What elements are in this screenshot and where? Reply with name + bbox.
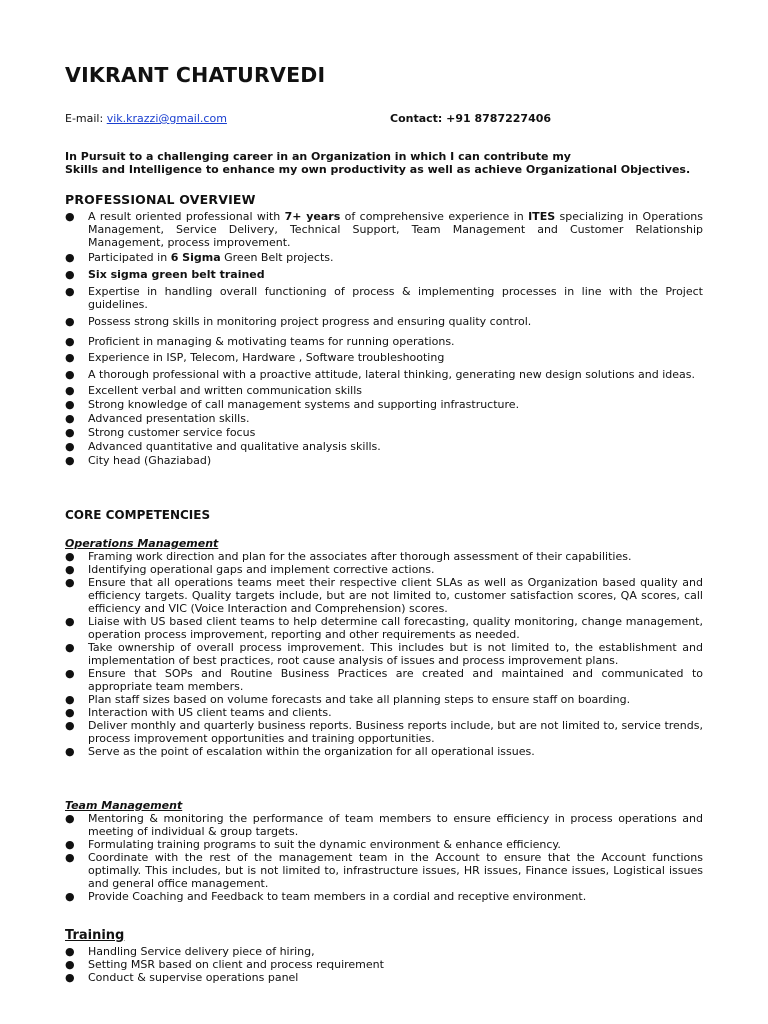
bullet-icon: ● xyxy=(65,615,75,628)
objective-line-2: Skills and Intelligence to enhance my own productivity as well as achieve Organizational Objectives. xyxy=(65,163,691,176)
list-item: ● Deliver monthly and quarterly business reports. Business reports include, but are not limited to, service trends, process improvement opportunities and training opportunities. xyxy=(65,719,703,745)
bullet-icon: ● xyxy=(65,641,75,654)
bullet-icon: ● xyxy=(65,563,75,576)
bullet-icon: ● xyxy=(65,667,75,680)
list-item: ● Framing work direction and plan for the associates after thorough assessment of their capabilities. xyxy=(65,550,632,563)
bullet-icon: ● xyxy=(65,958,75,971)
contact-phone: Contact: +91 8787227406 xyxy=(390,112,552,125)
list-item: ● Ensure that all operations teams meet their respective client SLAs as well as Organization based quality and efficiency targets. Quality targets include, but are not limited to, customer satisfaction scores, QA scores, call efficiency and VIC (Voice Interaction and Comprehension) scores. xyxy=(65,576,703,615)
bullet-icon: ● xyxy=(65,851,75,864)
contact-row xyxy=(65,112,705,126)
list-item: ● Excellent verbal and written communication skills xyxy=(65,384,363,397)
bullet-icon: ● xyxy=(65,412,75,425)
operations-list xyxy=(65,550,703,758)
list-item: ● Experience in ISP, Telecom, Hardware , Software troubleshooting xyxy=(65,351,445,364)
bullet-icon: ● xyxy=(65,335,75,348)
bullet-icon: ● xyxy=(65,210,75,223)
bullet-icon: ● xyxy=(65,384,75,397)
list-item: ● Proficient in managing & motivating teams for running operations. xyxy=(65,335,455,348)
email-label: E-mail: xyxy=(65,112,107,125)
section-title-training: Training xyxy=(65,928,125,943)
list-item: ● Possess strong skills in monitoring project progress and ensuring quality control. xyxy=(65,315,532,328)
list-item: ● Conduct & supervise operations panel xyxy=(65,971,299,984)
overview-list xyxy=(65,210,703,467)
bullet-icon: ● xyxy=(65,745,75,758)
list-item: ● Provide Coaching and Feedback to team members in a cordial and receptive environment. xyxy=(65,890,587,903)
list-item: ● Setting MSR based on client and process requirement xyxy=(65,958,384,971)
career-objective xyxy=(65,150,705,176)
list-item: ● Advanced presentation skills. xyxy=(65,412,250,425)
list-item: ● Liaise with US based client teams to help determine call forecasting, quality monitoring, change management, operation process improvement, reporting and other requirements as needed. xyxy=(65,615,703,641)
bullet-icon: ● xyxy=(65,315,75,328)
list-item: ● A thorough professional with a proactive attitude, lateral thinking, generating new design solutions and ideas. xyxy=(65,368,695,381)
subsection-title-team-management: Team Management xyxy=(65,799,183,812)
section-title-core-competencies: CORE COMPETENCIES xyxy=(65,508,211,522)
bullet-icon: ● xyxy=(65,251,75,264)
list-item: ● Ensure that SOPs and Routine Business Practices are created and maintained and communicated to appropriate team members. xyxy=(65,667,703,693)
list-item: ● Expertise in handling overall functioning of process & implementing processes in line with the Project guidelines. xyxy=(65,285,703,311)
list-item: ● Advanced quantitative and qualitative analysis skills. xyxy=(65,440,381,453)
list-item: ● Take ownership of overall process improvement. This includes but is not limited to, the establishment and implementation of best practices, root cause analysis of issues and process improvement plans. xyxy=(65,641,703,667)
list-item: ● Serve as the point of escalation within the organization for all operational issues. xyxy=(65,745,535,758)
bullet-icon: ● xyxy=(65,693,75,706)
bullet-icon: ● xyxy=(65,285,75,298)
list-item: ● Six sigma green belt trained xyxy=(65,268,265,281)
bullet-icon: ● xyxy=(65,890,75,903)
bullet-icon: ● xyxy=(65,398,75,411)
bullet-icon: ● xyxy=(65,576,75,589)
bullet-icon: ● xyxy=(65,454,75,467)
list-item: ● Participated in 6 Sigma Green Belt projects. xyxy=(65,251,334,264)
bullet-icon: ● xyxy=(65,812,75,825)
bullet-icon: ● xyxy=(65,440,75,453)
bullet-icon: ● xyxy=(65,268,75,281)
list-item: ● Mentoring & monitoring the performance of team members to ensure efficiency in process operations and meeting of individual & group targets. xyxy=(65,812,703,838)
bullet-icon: ● xyxy=(65,368,75,381)
bullet-icon: ● xyxy=(65,706,75,719)
bullet-icon: ● xyxy=(65,971,75,984)
team-list xyxy=(65,812,703,903)
list-item: ● Formulating training programs to suit the dynamic environment & enhance efficiency. xyxy=(65,838,561,851)
bullet-icon: ● xyxy=(65,945,75,958)
list-item: ● City head (Ghaziabad) xyxy=(65,454,212,467)
list-item: ● Identifying operational gaps and implement corrective actions. xyxy=(65,563,435,576)
list-item: ● A result oriented professional with 7+ years of comprehensive experience in ITES specializing in Operations Management, Service Delivery, Technical Support, Team Management and Customer Relationship Management, process improvement. xyxy=(65,210,704,249)
subsection-title-operations-management: Operations Management xyxy=(65,537,219,550)
bullet-icon: ● xyxy=(65,351,75,364)
list-item: ● Interaction with US client teams and clients. xyxy=(65,706,332,719)
candidate-name: VIKRANT CHATURVEDI xyxy=(65,63,326,87)
bullet-icon: ● xyxy=(65,550,75,563)
email-link[interactable]: vik.krazzi@gmail.com xyxy=(106,112,227,125)
list-item: ● Coordinate with the rest of the management team in the Account to ensure that the Account functions optimally. This includes, but is not limited to, infrastructure issues, HR issues, Finance issues, Logistical issues and general office management. xyxy=(65,851,703,890)
email-line xyxy=(65,112,227,125)
list-item: ● Plan staff sizes based on volume forecasts and take all planning steps to ensure staff on boarding. xyxy=(65,693,631,706)
list-item: ● Strong customer service focus xyxy=(65,426,256,439)
bullet-icon: ● xyxy=(65,719,75,732)
objective-line-1: In Pursuit to a challenging career in an Organization in which I can contribute my xyxy=(65,150,571,163)
list-item: ● Handling Service delivery piece of hiring, xyxy=(65,945,315,958)
bullet-icon: ● xyxy=(65,838,75,851)
list-item: ● Strong knowledge of call management systems and supporting infrastructure. xyxy=(65,398,520,411)
bullet-icon: ● xyxy=(65,426,75,439)
training-list xyxy=(65,945,703,984)
section-title-professional-overview: PROFESSIONAL OVERVIEW xyxy=(65,192,256,207)
